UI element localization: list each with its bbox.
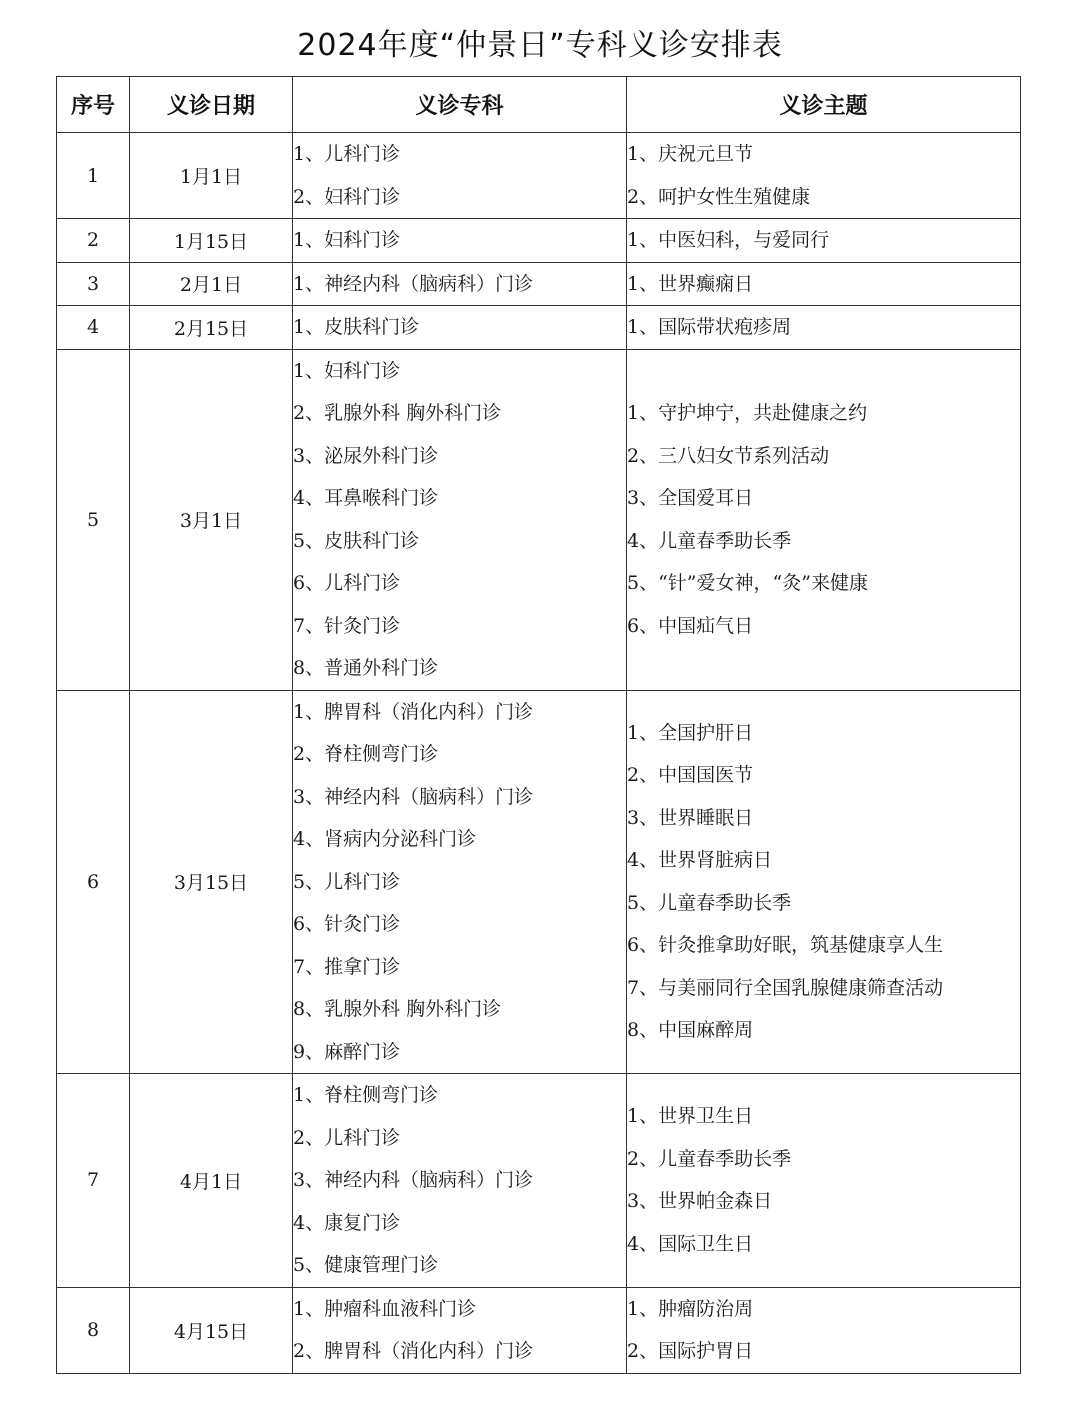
row-number: 1 [57, 133, 130, 219]
specialty-item: 1、肿瘤科血液科门诊 [293, 1297, 477, 1320]
schedule-table [56, 76, 1021, 1374]
theme-list [627, 690, 1021, 1074]
clinic-date: 4月15日 [130, 1287, 293, 1373]
clinic-date: 2月1日 [130, 262, 293, 306]
specialty-item: 1、妇科门诊 [293, 359, 401, 382]
page-title: 2024年度“仲景日”专科义诊安排表 [297, 28, 783, 63]
header-row [57, 77, 1021, 133]
table-row [57, 1287, 1021, 1373]
specialty-item: 7、推拿门诊 [293, 955, 401, 978]
specialty-item: 1、神经内科（脑病科）门诊 [293, 272, 534, 295]
theme-list [627, 349, 1021, 690]
theme-item: 6、中国疝气日 [627, 614, 754, 637]
theme-item: 1、中医妇科，与爱同行 [627, 229, 830, 251]
clinic-date: 2月15日 [130, 306, 293, 350]
specialty-item: 2、妇科门诊 [293, 185, 401, 208]
specialty-item: 4、肾病内分泌科门诊 [293, 828, 477, 850]
specialty-item: 1、皮肤科门诊 [293, 316, 420, 338]
specialty-item: 4、康复门诊 [293, 1211, 401, 1234]
theme-item: 3、全国爱耳日 [627, 487, 754, 509]
theme-item: 2、中国国医节 [627, 764, 754, 787]
row-number: 4 [57, 306, 130, 350]
specialty-item: 3、神经内科（脑病科）门诊 [293, 1169, 534, 1191]
clinic-date: 3月15日 [130, 690, 293, 1074]
header-cell: 义诊专科 [293, 77, 627, 133]
theme-item: 6、针灸推拿助好眠，筑基健康享人生 [627, 934, 944, 957]
theme-item: 1、庆祝元旦节 [627, 143, 754, 165]
theme-item: 3、世界睡眠日 [627, 806, 754, 829]
clinic-date: 3月1日 [130, 349, 293, 690]
specialty-item: 2、脾胃科（消化内科）门诊 [293, 1340, 534, 1362]
header-cell: 义诊日期 [130, 77, 293, 133]
specialty-item: 2、儿科门诊 [293, 1126, 401, 1149]
theme-item: 2、三八妇女节系列活动 [627, 444, 830, 467]
table-body [57, 133, 1021, 1374]
specialty-list [293, 349, 627, 690]
theme-item: 4、国际卫生日 [627, 1232, 754, 1255]
specialty-item: 2、乳腺外科 胸外科门诊 [293, 402, 502, 424]
row-number: 3 [57, 262, 130, 306]
specialty-item: 1、脊柱侧弯门诊 [293, 1084, 439, 1106]
table-row [57, 1074, 1021, 1288]
theme-item: 1、国际带状疱疹周 [627, 316, 792, 338]
specialty-item: 6、针灸门诊 [293, 913, 401, 935]
theme-item: 1、肿瘤防治周 [627, 1297, 754, 1320]
specialty-item: 4、耳鼻喉科门诊 [293, 487, 439, 509]
specialty-item: 9、麻醉门诊 [293, 1040, 401, 1063]
specialty-list [293, 219, 627, 263]
theme-list [627, 1287, 1021, 1373]
specialty-item: 8、普通外科门诊 [293, 657, 439, 679]
clinic-date: 1月15日 [130, 219, 293, 263]
row-number: 6 [57, 690, 130, 1074]
row-number: 2 [57, 219, 130, 263]
table-row [57, 219, 1021, 263]
theme-item: 1、世界卫生日 [627, 1105, 754, 1128]
theme-item: 1、全国护肝日 [627, 721, 754, 744]
theme-item: 4、世界肾脏病日 [627, 849, 773, 872]
theme-list [627, 133, 1021, 219]
header-cell: 义诊主题 [627, 77, 1021, 133]
table-row [57, 306, 1021, 350]
specialty-item: 8、乳腺外科 胸外科门诊 [293, 998, 502, 1020]
header-cell: 序号 [57, 77, 130, 133]
theme-list [627, 1074, 1021, 1288]
table-row [57, 349, 1021, 690]
specialty-item: 1、儿科门诊 [293, 143, 401, 165]
theme-item: 2、国际护胃日 [627, 1340, 754, 1362]
specialty-item: 5、健康管理门诊 [293, 1254, 439, 1276]
theme-item: 2、呵护女性生殖健康 [627, 185, 811, 208]
table-row [57, 133, 1021, 219]
specialty-item: 3、神经内科（脑病科）门诊 [293, 785, 534, 808]
theme-item: 7、与美丽同行全国乳腺健康筛查活动 [627, 976, 944, 999]
clinic-date: 4月1日 [130, 1074, 293, 1288]
theme-item: 8、中国麻醉周 [627, 1019, 754, 1042]
theme-list [627, 219, 1021, 263]
specialty-item: 5、儿科门诊 [293, 870, 401, 893]
theme-item: 1、世界癫痫日 [627, 272, 754, 295]
specialty-item: 5、皮肤科门诊 [293, 529, 420, 552]
specialty-item: 1、脾胃科（消化内科）门诊 [293, 700, 534, 723]
theme-list [627, 262, 1021, 306]
specialty-list [293, 690, 627, 1074]
specialty-item: 3、泌尿外科门诊 [293, 444, 439, 467]
theme-item: 3、世界帕金森日 [627, 1190, 773, 1213]
theme-list [627, 306, 1021, 350]
theme-item: 1、守护坤宁，共赴健康之约 [627, 402, 868, 424]
specialty-item: 6、儿科门诊 [293, 572, 401, 594]
theme-item: 4、儿童春季助长季 [627, 529, 792, 552]
specialty-item: 7、针灸门诊 [293, 614, 401, 637]
specialty-item: 1、妇科门诊 [293, 229, 401, 251]
clinic-date: 1月1日 [130, 133, 293, 219]
table-row [57, 690, 1021, 1074]
theme-item: 5、“针”爱女神，“灸”来健康 [627, 572, 868, 594]
row-number: 7 [57, 1074, 130, 1288]
row-number: 8 [57, 1287, 130, 1373]
specialty-list [293, 306, 627, 350]
specialty-list [293, 262, 627, 306]
specialty-list [293, 1074, 627, 1288]
theme-item: 5、儿童春季助长季 [627, 891, 792, 914]
specialty-list [293, 133, 627, 219]
table-row [57, 262, 1021, 306]
theme-item: 2、儿童春季助长季 [627, 1147, 792, 1170]
specialty-list [293, 1287, 627, 1373]
specialty-item: 2、脊柱侧弯门诊 [293, 743, 439, 765]
row-number: 5 [57, 349, 130, 690]
